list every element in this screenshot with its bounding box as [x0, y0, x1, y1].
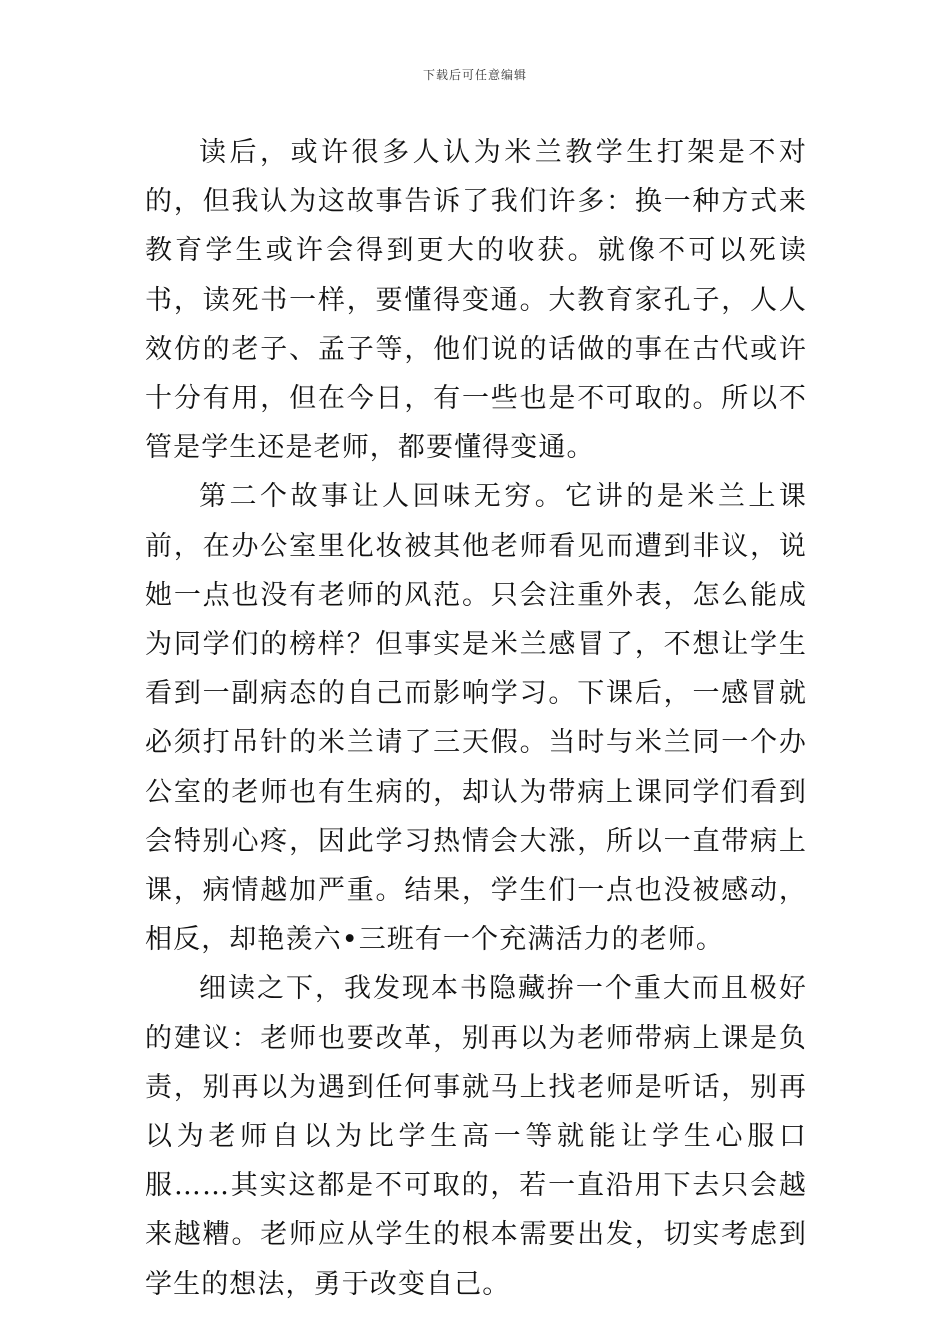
paragraph-2: 第二个故事让人回味无穷。它讲的是米兰上课前，在办公室里化妆被其他老师看见而遭到非议，说她一点也没有老师的风范。只会注重外表，怎么能成为同学们的榜样？但事实是米兰感冒了，不想让学生看到一副病态的自己而影响学习。下课后，一感冒就必须打吊针的米兰请了三天假。当时与米兰同一个办公室的老师也有生病的，却认为带病上课同学们看到会特别心疼，因此学习热情会大涨，所以一直带病上课，病情越加严重。结果，学生们一点也没被感动，相反，却艳羡六•三班有一个充满活力的老师。 — [145, 481, 807, 956]
header-note: 下载后可任意编辑 — [422, 68, 527, 82]
paragraph-1: 读后，或许很多人认为米兰教学生打架是不对的，但我认为这故事告诉了我们许多：换一种方式来教育学生或许会得到更大的收获。就像不可以死读书，读死书一样，要懂得变通。大教育家孔子，人人效仿的老子、孟子等，他们说的话做的事在古代或许十分有用，但在今日，有一些也是不可取的。所以不管是学生还是老师，都要懂得变通。 — [145, 137, 807, 464]
paragraph-3: 细读之下，我发现本书隐藏拚一个重大而且极好的建议：老师也要改革，别再以为老师带病上课是负责，别再以为遇到任何事就马上找老师是听话，别再以为老师自以为比学生高一等就能让学生心服口服……其实这都是不可取的，若一直沿用下去只会越来越糟。老师应从学生的根本需要出发，切实考虑到学生的想法，勇于改变自己。 — [145, 973, 807, 1300]
document-body — [145, 128, 807, 1309]
